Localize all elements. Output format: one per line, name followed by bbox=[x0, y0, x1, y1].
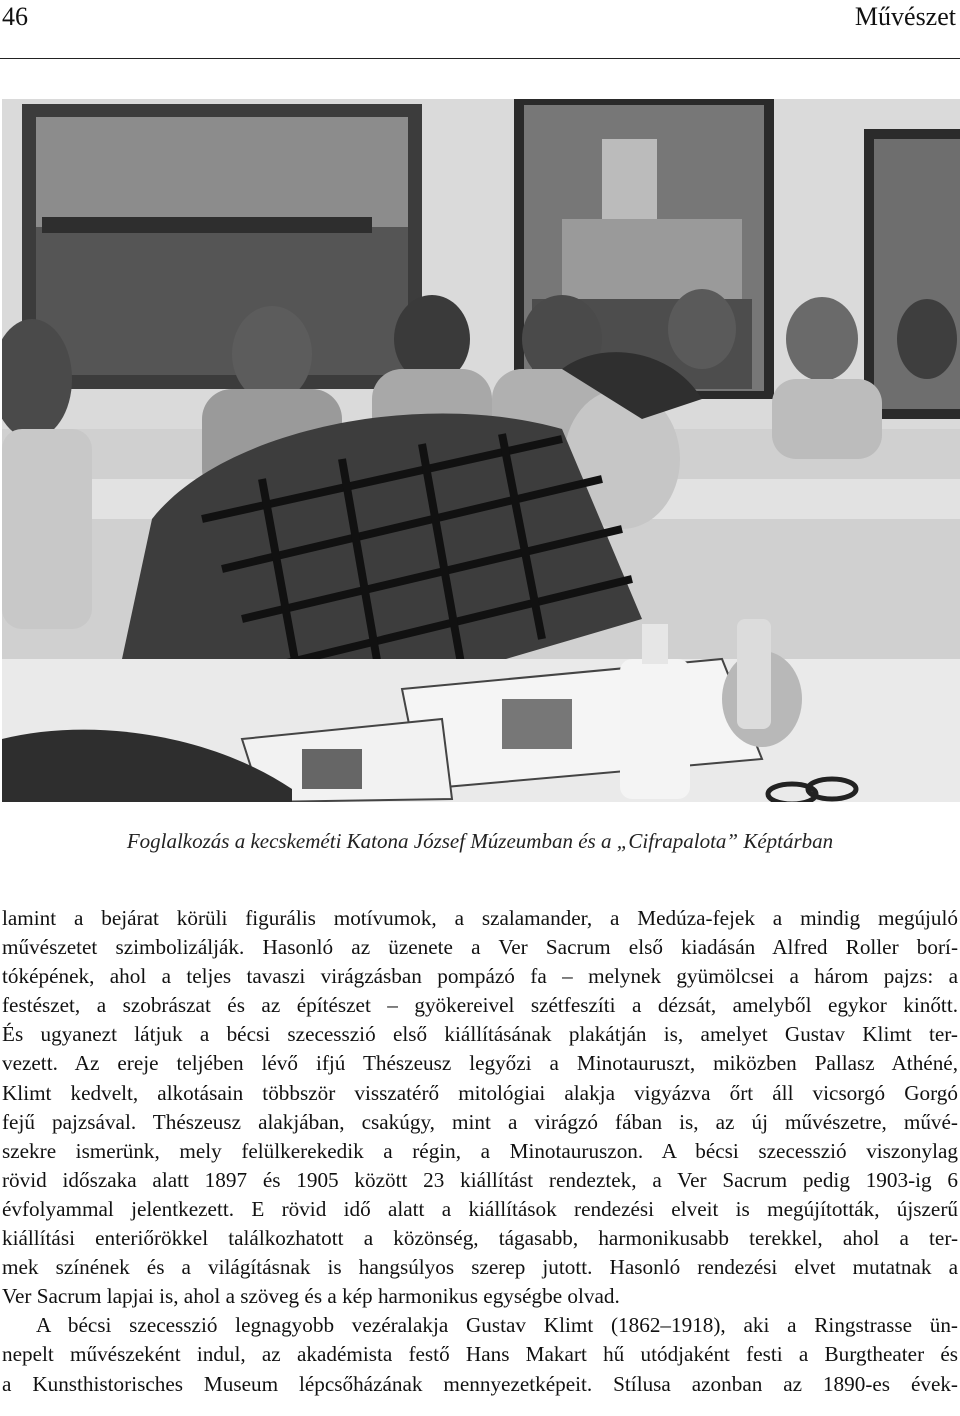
body-line: mek színének és a világításnak is hangsúlyos szerep jutott. Hasonló rendezési elvet mutatnak a bbox=[2, 1255, 958, 1280]
body-line: művészetet szimbolizálják. Hasonló az üzenete a Ver Sacrum első kiadásán Alfred Roller borí- bbox=[2, 935, 958, 960]
page-header bbox=[0, 0, 960, 64]
body-line: szekre ismerünk, mely felülkerekedik a régin, a Minotauruszon. A bécsi szecesszió viszonylag bbox=[2, 1138, 958, 1163]
page-number: 46 bbox=[2, 2, 28, 31]
body-line: Klimt kedvelt, alkotásain többször visszatérő mitológiai alakja vigyázva őrt áll vicsorgó Gorgó bbox=[2, 1080, 958, 1105]
body-line: És ugyanezt látjuk a bécsi szecesszió első kiállításának plakátján is, amelyet Gustav Klimt ter- bbox=[2, 1022, 958, 1047]
body-line: a Kunsthistorisches Museum lépcsőházának mennyezetképeit. Stílusa azonban az 1890-es évek- bbox=[2, 1371, 958, 1396]
body-line: festészet, a szobrászat és az építészet – gyökereivel szétfeszíti a dézsát, amelyből egykor kinőtt. bbox=[2, 993, 958, 1018]
body-line: fejű pajzsával. Thészeusz alakjában, csakúgy, mint a virágzó fában is, az új művészetre, művé- bbox=[2, 1109, 958, 1134]
body-line: rövid időszaka alatt 1897 és 1905 között 23 kiállítást rendeztek, a Ver Sacrum pedig 1903-ig 6 bbox=[2, 1167, 958, 1192]
body-line: kiállítási enteriőrökkel találkozhatott a közönség, tágasabb, harmonikusabb terekkel, ahol a ter- bbox=[2, 1226, 958, 1251]
body-line: nepelt művészeként indul, az akadémista festő Hans Makart hű utódjaként festi a Burgtheater és bbox=[2, 1342, 958, 1367]
body-line: vezett. Az ereje teljében lévő ifjú Thészeusz legyőzi a Minotauruszt, miközben Pallasz Athéné, bbox=[2, 1051, 958, 1076]
body-line: Ver Sacrum lapjai is, ahol a szöveg és a kép harmonikus egységbe olvad. bbox=[2, 1284, 620, 1309]
body-line: tóképének, ahol a teljes tavaszi virágzásban pompázó fa – melynek gyümölcsei a három pajzs: a bbox=[2, 964, 958, 989]
photo-caption: Foglalkozás a kecskeméti Katona József Múzeumban és a „Cifrapalota” Képtárban bbox=[126, 829, 834, 853]
body-line: lamint a bejárat körüli figurális motívumok, a szalamander, a Medúza-fejek a mindig megújuló bbox=[2, 906, 958, 930]
body-line: A bécsi szecesszió legnagyobb vezéralakja Gustav Klimt (1862–1918), aki a Ringstrasse ün- bbox=[36, 1313, 958, 1338]
workshop-photo-illustration bbox=[2, 99, 960, 802]
workshop-photo bbox=[2, 99, 960, 802]
body-text bbox=[2, 904, 958, 1399]
body-line: évfolyammal jelentkezett. E rövid idő alatt a kiállítások rendezési elveit is megújították, újszerű bbox=[2, 1196, 958, 1221]
header-rule bbox=[0, 58, 960, 59]
section-title: Művészet bbox=[854, 2, 956, 31]
